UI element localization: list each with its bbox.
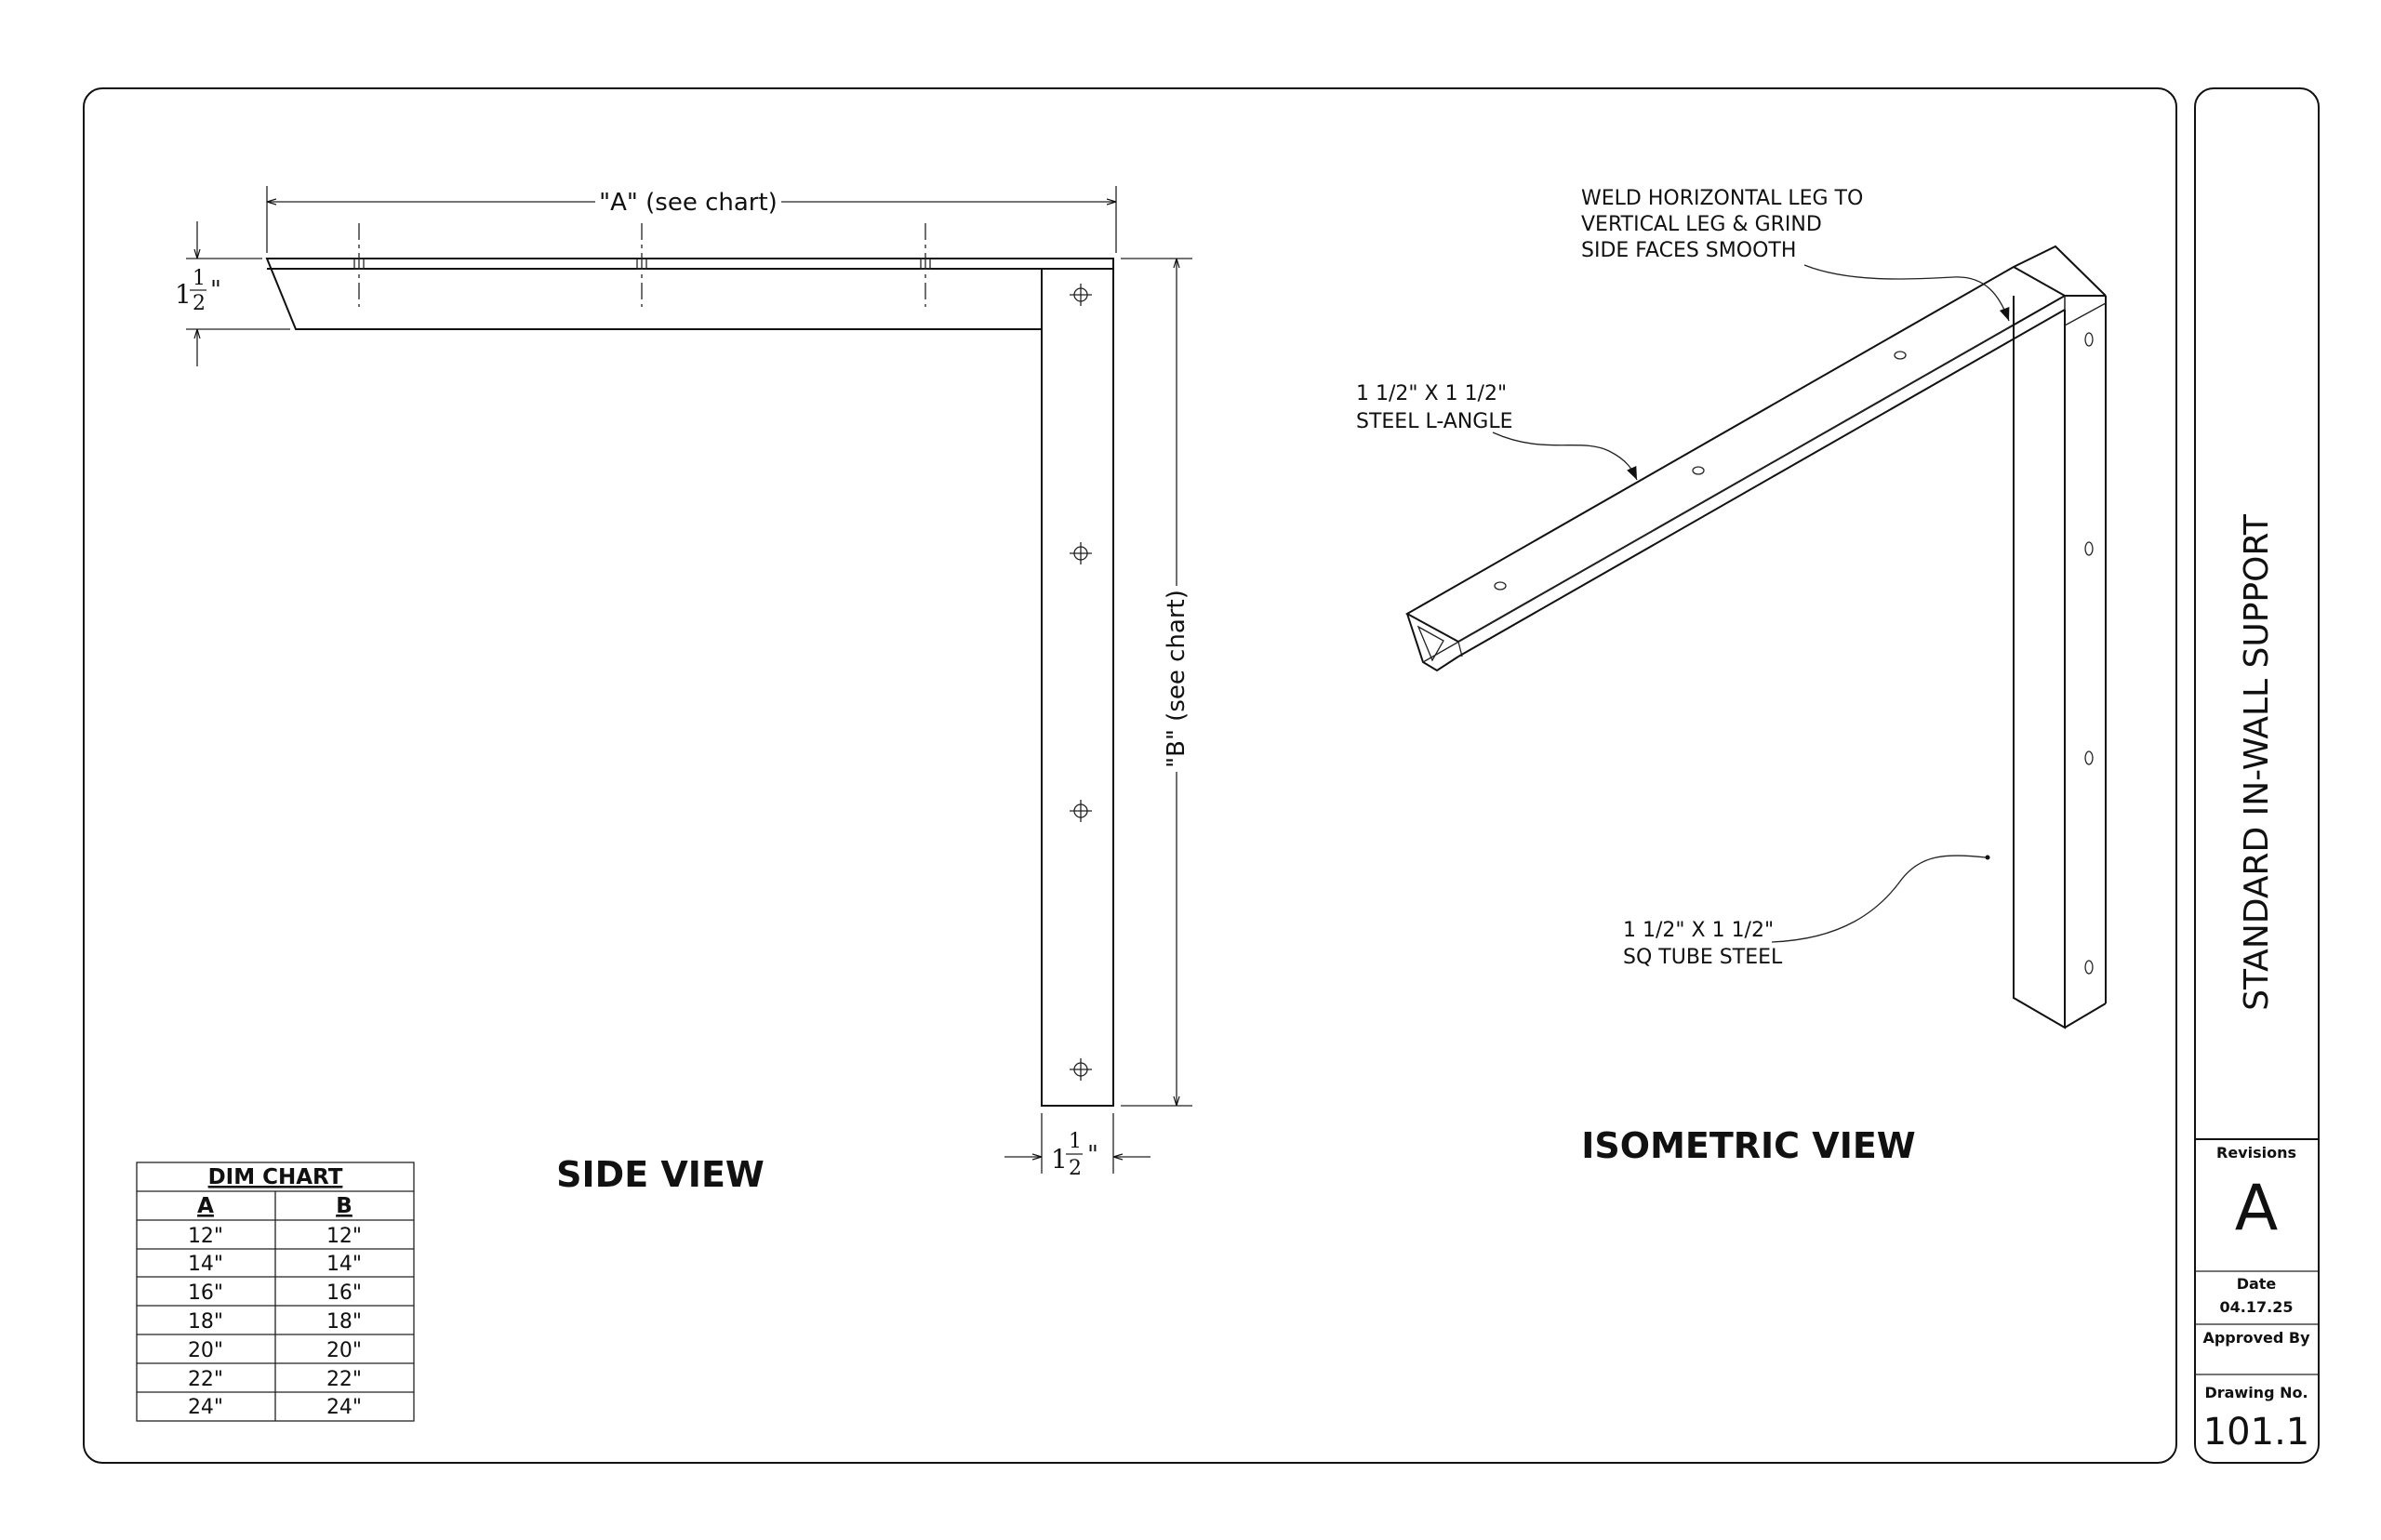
dim-chart-cell: 12" [326,1225,363,1248]
vertical-leg [1042,269,1113,1106]
inch-mark: " [210,276,221,304]
drawing-title: STANDARD IN-WALL SUPPORT [2238,514,2276,1011]
weld-note-line-1: WELD HORIZONTAL LEG TO [1581,187,1864,210]
revision-letter: A [2234,1172,2279,1245]
drawing-number: 101.1 [2202,1411,2310,1454]
date-value: 04.17.25 [2219,1298,2294,1316]
dimension-b [1121,259,1192,1106]
isometric-view [1356,187,2106,1166]
thickness-denominator: 2 [193,292,206,315]
drawing-number-label: Drawing No. [2204,1384,2308,1401]
dim-chart-cell: 16" [326,1281,363,1305]
thickness-whole: 1 [175,279,192,310]
thickness-whole: 1 [1051,1144,1068,1175]
revisions-label: Revisions [2216,1144,2296,1162]
weld-leader [1804,265,2009,321]
side-view-heading: SIDE VIEW [556,1154,765,1195]
tube-note-line-1: 1 1/2" X 1 1/2" [1623,919,1775,942]
iso-square-tube [2014,246,2106,1028]
thickness-denominator: 2 [1069,1157,1082,1180]
date-label: Date [2236,1275,2277,1293]
dimension-a-label: "A" (see chart) [599,189,778,217]
dim-chart-cell: 20" [187,1339,224,1362]
drawing-border [84,88,2176,1463]
angle-note-line-1: 1 1/2" X 1 1/2" [1356,382,1508,405]
angle-note-line-2: STEEL L-ANGLE [1356,410,1513,433]
side-view [175,186,1192,1195]
dimension-b-label: "B" (see chart) [1163,590,1190,768]
dim-chart-cell: 18" [326,1310,363,1334]
dim-chart-col-b: B [336,1194,352,1218]
approved-by-label: Approved By [2202,1329,2310,1347]
dim-chart-col-a: A [197,1194,214,1218]
inch-mark: " [1087,1141,1098,1169]
dim-chart-title: DIM CHART [207,1165,343,1189]
dim-chart-cell: 12" [187,1225,224,1248]
tube-leader [1772,856,1986,942]
thickness-numerator: 1 [193,267,206,290]
top-hole-marks [354,223,930,307]
dim-chart-cell: 24" [187,1396,224,1419]
tube-leader-dot [1986,856,1990,860]
dim-chart-cell: 20" [326,1339,363,1362]
angle-leader [1493,432,1637,480]
tube-note-line-2: SQ TUBE STEEL [1623,946,1783,969]
dim-chart [137,1162,414,1421]
dim-chart-cell: 14" [187,1253,224,1276]
dim-chart-cell: 18" [187,1310,224,1334]
dim-chart-cell: 22" [326,1368,363,1391]
weld-note-line-3: SIDE FACES SMOOTH [1581,239,1797,262]
dim-chart-cell: 16" [187,1281,224,1305]
weld-note-line-2: VERTICAL LEG & GRIND [1581,213,1822,236]
dimension-a [267,186,1116,253]
thickness-numerator: 1 [1069,1130,1082,1153]
dim-chart-cell: 22" [187,1368,224,1391]
dim-chart-cell: 14" [326,1253,363,1276]
dim-chart-cell: 24" [326,1396,363,1419]
thickness-dim-bottom [1004,1113,1151,1180]
thickness-dim-left [175,221,290,366]
iso-l-angle [1407,267,2065,670]
screw-holes [1070,284,1092,1081]
isometric-view-heading: ISOMETRIC VIEW [1581,1125,1916,1166]
